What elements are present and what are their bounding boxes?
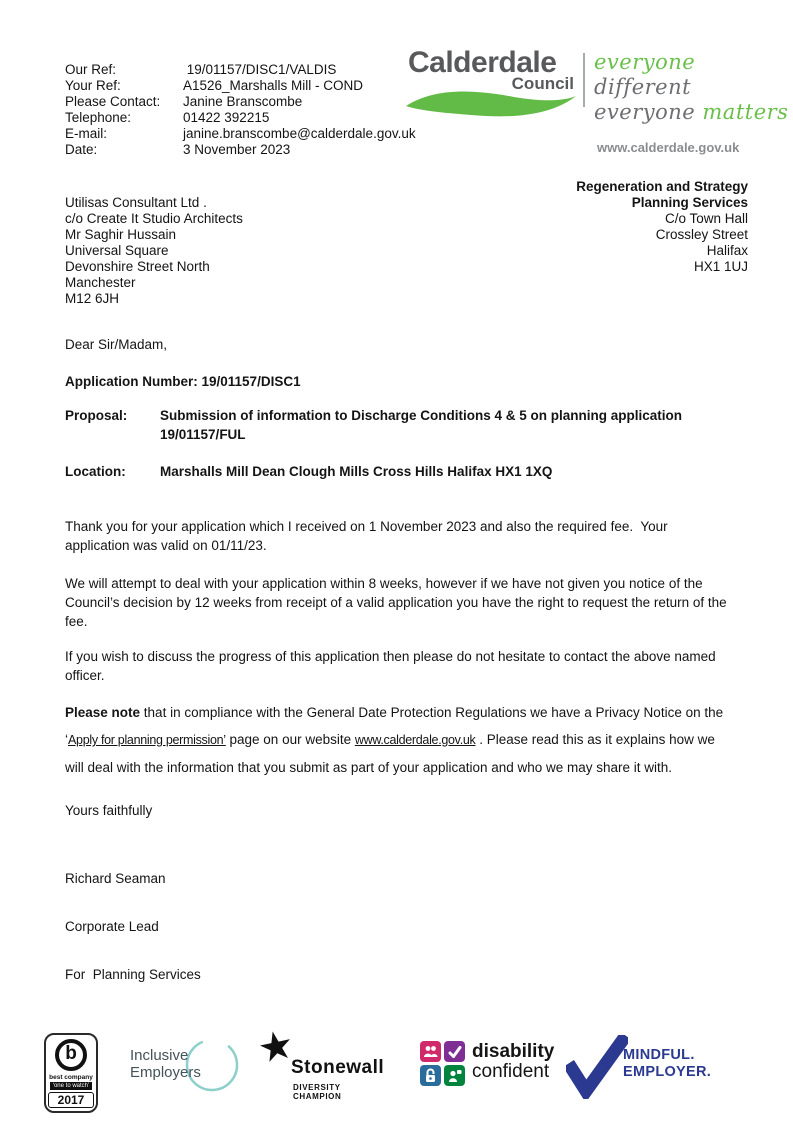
ref-label: Your Ref:	[65, 78, 121, 93]
person-speech-icon	[444, 1065, 465, 1086]
calderdale-website-link[interactable]: www.calderdale.gov.uk	[354, 733, 476, 747]
calderdale-council-logo	[408, 48, 576, 92]
recipient-address	[65, 195, 243, 307]
ref-label: Please Contact:	[65, 94, 161, 109]
apply-planning-permission-link[interactable]: Apply for planning permission’	[68, 733, 226, 747]
stonewall-diversity-champion: DIVERSITY CHAMPION	[293, 1083, 342, 1101]
mindful-employer-logo	[566, 1035, 746, 1099]
mindful-check-icon	[566, 1035, 628, 1099]
ref-label: Date:	[65, 142, 98, 157]
sender-line: C/o Town Hall	[664, 211, 748, 226]
sender-line: Regeneration and Strategy	[576, 179, 748, 194]
ref-label: Telephone:	[65, 110, 132, 125]
proposal-text: Submission of information to Discharge Conditions 4 & 5 on planning application 19/01157/FUL	[160, 408, 683, 442]
ref-value: Janine Branscombe	[183, 94, 303, 109]
stonewall-name: Stonewall	[291, 1057, 385, 1078]
signature-block	[65, 839, 201, 1015]
recipient-line: Universal Square	[65, 243, 169, 258]
sender-line: Crossley Street	[655, 227, 748, 242]
stonewall-logo	[253, 1021, 385, 1101]
signatory-name: Richard Seaman	[65, 871, 166, 886]
ref-label: Our Ref:	[65, 62, 117, 77]
padlock-icon	[420, 1065, 441, 1086]
ref-value: 19/01157/DISC1/VALDIS	[183, 62, 337, 77]
recipient-line: c/o Create It Studio Architects	[65, 211, 243, 226]
paragraph-receipt: Thank you for your application which I received on 1 November 2023 and also the required fee. Your application was valid on 01/11/23.	[65, 519, 672, 553]
best-company-text: best company	[49, 1074, 93, 1081]
best-company-strapline: ‘one to watch’	[50, 1082, 93, 1090]
proposal-row	[65, 406, 726, 444]
sender-line: Halifax	[706, 243, 748, 258]
paragraph-privacy-note: Please note that in compliance with the General Date Protection Regulations we have a Privacy Notice on the ‘Apply for planning permission’ page on our website www.calderdale.gov.uk . Please read this as it explains how we will deal with the information that you submit as part of your application and who we may share it with.	[65, 705, 727, 775]
signatory-department: For Planning Services	[65, 967, 201, 982]
recipient-line: Devonshire Street North	[65, 259, 210, 274]
location-label: Location:	[65, 464, 126, 479]
disability-confident-text: disability confident	[472, 1041, 555, 1082]
logo-tagline	[594, 50, 793, 125]
ref-label: E-mail:	[65, 126, 108, 141]
stonewall-star-icon: ★	[253, 1021, 299, 1073]
logo-subtitle: Council	[511, 74, 574, 93]
check-icon	[444, 1041, 465, 1062]
best-company-badge	[44, 1033, 98, 1113]
inclusive-employers-text: Inclusive Employers	[130, 1047, 201, 1081]
ref-value: 01422 392215	[183, 110, 270, 125]
green-swoosh-icon	[406, 90, 576, 118]
ref-row	[65, 94, 416, 110]
paragraph-timescale: We will attempt to deal with your application within 8 weeks, however if we have not given you notice of the Council’s decision by 12 weeks from receipt of a valid application you have the right to request the return of the fee.	[65, 576, 731, 629]
ref-row	[65, 142, 416, 158]
ref-row	[65, 126, 416, 142]
ref-row	[65, 78, 416, 94]
council-website-url: www.calderdale.gov.uk	[597, 140, 740, 155]
ref-row	[65, 62, 416, 78]
recipient-line: Mr Saghir Hussain	[65, 227, 177, 242]
recipient-line: Utilisas Consultant Ltd .	[65, 195, 207, 210]
paragraph-contact: If you wish to discuss the progress of this application then please do not hesitate to contact the above named officer.	[65, 649, 720, 683]
mindful-employer-text: MINDFUL. EMPLOYER.	[623, 1047, 712, 1080]
inclusive-employers-logo	[130, 1037, 240, 1095]
recipient-line: M12 6JH	[65, 291, 120, 306]
sender-line: Planning Services	[631, 195, 748, 210]
best-company-b-icon: b	[55, 1039, 87, 1071]
tagline-line2: everyone matters	[594, 100, 789, 124]
salutation: Dear Sir/Madam,	[65, 337, 168, 352]
reference-block	[65, 62, 416, 158]
proposal-label: Proposal:	[65, 408, 128, 423]
people-icon	[420, 1041, 441, 1062]
location-row	[65, 462, 726, 481]
sender-address	[576, 179, 748, 275]
disability-confident-tiles	[420, 1041, 465, 1086]
sender-line: HX1 1UJ	[693, 259, 748, 274]
disability-confident-logo	[420, 1041, 554, 1086]
location-text: Marshalls Mill Dean Clough Mills Cross Hills Halifax HX1 1XQ	[160, 464, 553, 479]
closing: Yours faithfully	[65, 803, 153, 818]
email-value: janine.branscombe@calderdale.gov.uk	[183, 126, 416, 141]
application-number: Application Number: 19/01157/DISC1	[65, 374, 301, 389]
logo-divider	[583, 53, 585, 107]
best-company-year: 2017	[48, 1092, 94, 1108]
ref-row	[65, 110, 416, 126]
ref-value: A1526_Marshalls Mill - COND	[183, 78, 364, 93]
tagline-line1: everyone different	[594, 50, 696, 99]
signatory-title: Corporate Lead	[65, 919, 159, 934]
please-note-bold: Please note	[65, 705, 141, 720]
ref-value: 3 November 2023	[183, 142, 291, 157]
recipient-line: Manchester	[65, 275, 136, 290]
logo-title: Calderdale	[408, 46, 557, 79]
